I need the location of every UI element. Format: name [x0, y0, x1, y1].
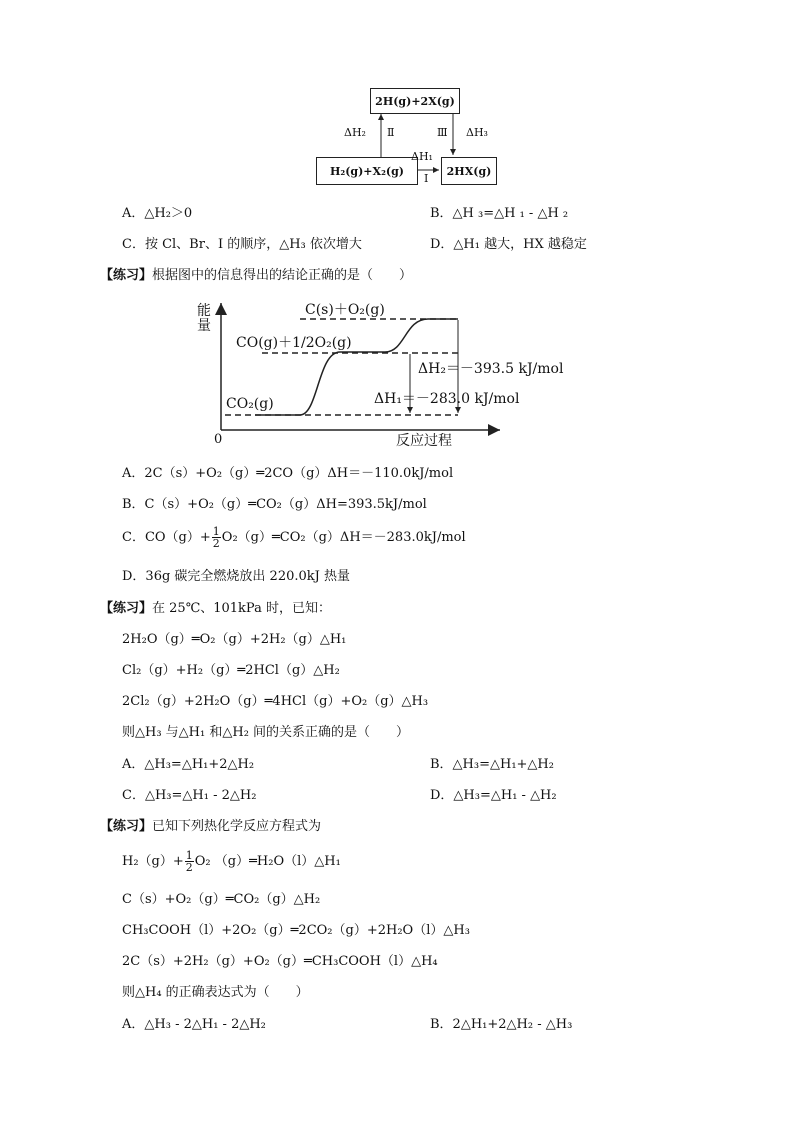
- option-c: [122, 526, 466, 549]
- practice-tag: 【练习】: [100, 819, 153, 834]
- label-roman2: Ⅱ: [387, 126, 395, 139]
- box-product: 2HX(g): [441, 157, 497, 185]
- option-a: A．△H₃ - 2△H₁ - 2△H₂: [122, 1017, 266, 1032]
- option-b: B．2△H₁+2△H₂ - △H₃: [430, 1017, 573, 1032]
- box-reactants: H₂(g)+X₂(g): [316, 157, 418, 185]
- origin-label: 0: [214, 432, 223, 447]
- y-axis-label: 能量: [197, 303, 211, 334]
- option-a: A．△H₃=△H₁+2△H₂: [122, 757, 255, 772]
- option-a: A．△H₂＞0: [122, 206, 193, 221]
- level-mid-label: CO(g)＋1/2O₂(g): [236, 335, 352, 351]
- fraction-denominator: 2: [212, 537, 220, 550]
- question-text: 在 25℃、101kPa 时，已知：: [152, 601, 331, 616]
- equation-1-suffix: O₂ （g）═H₂O（l）△H₁: [194, 854, 341, 869]
- label-dh1: ΔH₁: [411, 150, 433, 163]
- question-text: 已知下列热化学反应方程式为: [152, 819, 322, 834]
- level-bottom-label: CO₂(g): [226, 396, 274, 412]
- box-atoms: 2H(g)+2X(g): [370, 88, 460, 114]
- equation-1-prefix: H₂（g）+: [122, 854, 184, 869]
- option-c: C．按 Cl、Br、I 的顺序，△H₃ 依次增大: [122, 237, 362, 252]
- level-top-label: C(s)＋O₂(g): [305, 302, 385, 318]
- question-stem: [100, 819, 321, 835]
- practice-tag: 【练习】: [100, 268, 153, 283]
- option-d: D．△H₃=△H₁ - △H₂: [430, 788, 557, 803]
- option-d: D．△H₁ 越大，HX 越稳定: [430, 237, 587, 252]
- label-roman1: Ⅰ: [424, 172, 429, 185]
- option-c-prefix: C．CO（g）+: [122, 530, 211, 545]
- option-b: B．△H ₃=△H ₁ - △H ₂: [430, 206, 569, 221]
- option-b: B．C（s）+O₂（g）═CO₂（g）ΔH=393.5kJ/mol: [122, 497, 427, 512]
- label-roman3: Ⅲ: [437, 126, 448, 139]
- option-c-suffix: O₂（g）═CO₂（g）ΔH＝－283.0kJ/mol: [221, 530, 466, 545]
- dh2-label: ΔH₂＝－393.5 kJ/mol: [418, 361, 564, 377]
- option-a: A．2C（s）+O₂（g）═2CO（g）ΔH＝－110.0kJ/mol: [122, 466, 454, 481]
- equation-4: 2C（s）+2H₂（g）+O₂（g）═CH₃COOH（l）△H₄: [122, 954, 438, 969]
- fraction: [212, 526, 221, 549]
- option-c: C．△H₃=△H₁ - 2△H₂: [122, 788, 257, 803]
- equation-3: CH₃COOH（l）+2O₂（g）═2CO₂（g）+2H₂O（l）△H₃: [122, 923, 470, 938]
- fraction-numerator: 1: [185, 849, 193, 862]
- label-dh3: ΔH₃: [466, 126, 488, 139]
- equation-1: 2H₂O（g）═O₂（g）+2H₂（g）△H₁: [122, 632, 347, 647]
- fraction: [185, 850, 194, 873]
- equation-3: 2Cl₂（g）+2H₂O（g）═4HCl（g）+O₂（g）△H₃: [122, 694, 429, 709]
- practice-tag: 【练习】: [100, 601, 153, 616]
- fraction-numerator: 1: [212, 525, 220, 538]
- question-stem: [100, 601, 331, 617]
- option-d: D．36g 碳完全燃烧放出 220.0kJ 热量: [122, 569, 350, 584]
- equation-1: [122, 850, 341, 873]
- dh1-label: ΔH₁＝－283.0 kJ/mol: [374, 391, 520, 407]
- equation-2: C（s）+O₂（g）═CO₂（g）△H₂: [122, 892, 321, 907]
- x-axis-label: 反应过程: [396, 433, 452, 449]
- label-dh2: ΔH₂: [344, 126, 366, 139]
- option-b: B．△H₃=△H₁+△H₂: [430, 757, 554, 772]
- question-text: 根据图中的信息得出的结论正确的是（ ）: [152, 268, 413, 283]
- fraction-denominator: 2: [185, 861, 193, 874]
- question-ask: 则△H₃ 与△H₁ 和△H₂ 间的关系正确的是（ ）: [122, 725, 410, 740]
- equation-2: Cl₂（g）+H₂（g）═2HCl（g）△H₂: [122, 663, 340, 678]
- question-ask: 则△H₄ 的正确表达式为（ ）: [122, 985, 309, 1000]
